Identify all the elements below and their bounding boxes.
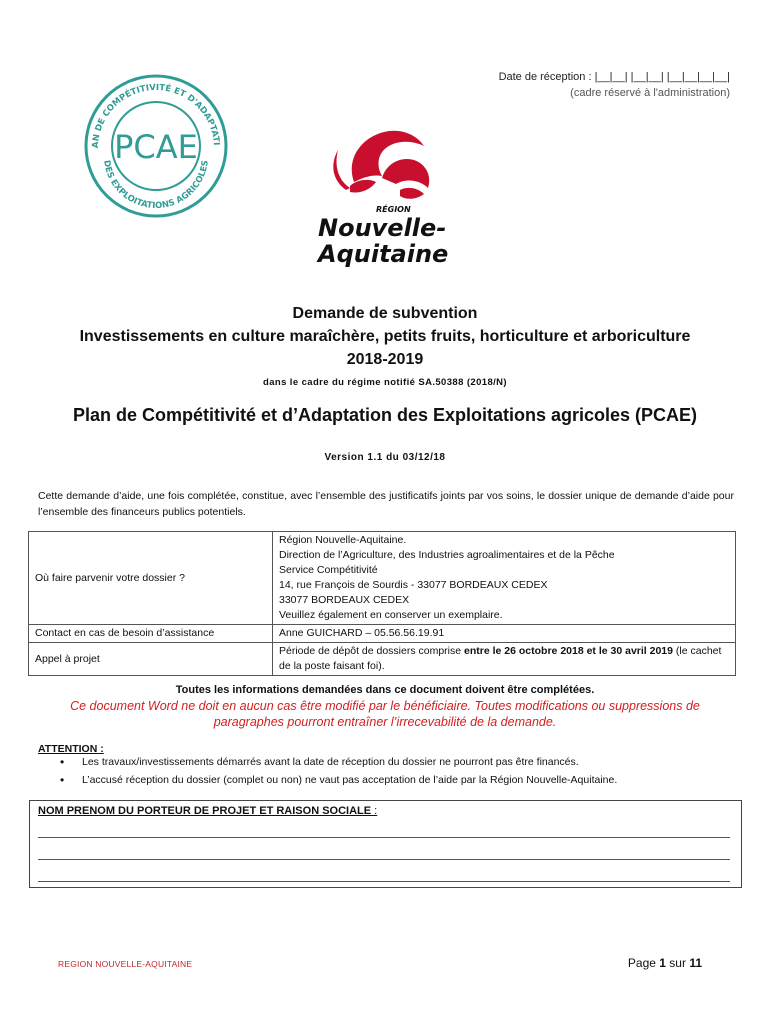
applicant-name-box[interactable] xyxy=(29,800,742,888)
list-item: • L’accusé réception du dossier (complet ou non) ne vaut pas acceptation de l’aide par la Région Nouvelle-Aquitaine. xyxy=(56,771,736,789)
fill-line[interactable] xyxy=(38,881,730,882)
table-row xyxy=(29,532,736,625)
send-dossier-address xyxy=(273,532,736,625)
title-line2: Investissements en culture maraîchère, petits fruits, horticulture et arboriculture xyxy=(79,328,691,345)
fill-line[interactable] xyxy=(38,859,730,860)
title-plan: Plan de Compétitivité et d’Adaptation des Exploitations agricoles (PCAE) xyxy=(72,405,698,425)
applicant-name-label xyxy=(38,805,377,817)
stamp-ring-top: AN DE COMPÉTITIVITÉ ET D'ADAPTATI xyxy=(90,82,221,149)
title-year: 2018-2019 xyxy=(346,351,424,368)
modification-warning: Ce document Word ne doit en aucun cas être modifié par le bénéficiaire. Toutes modifications ou suppressions de paragraphes pourront entraîner l’irrecevabilité de la demande. xyxy=(70,699,700,729)
logo-line2: Aquitaine xyxy=(318,240,449,268)
address-line: 33077 BORDEAUX CEDEX xyxy=(279,594,410,606)
page-sur: sur xyxy=(665,956,690,970)
call-for-projects-label: Appel à projet xyxy=(29,643,273,676)
submission-period xyxy=(273,643,736,676)
address-line: Direction de l’Agriculture, des Industries agroalimentaires et de la Pêche xyxy=(279,549,615,561)
period-text-pre: Période de dépôt de dossiers comprise xyxy=(279,645,465,657)
table-row xyxy=(29,625,736,643)
lion-icon xyxy=(333,131,429,199)
document-version: Version 1.1 du 03/12/18 xyxy=(324,452,446,463)
stamp-ring-bottom: DES EXPLOITATIONS AGRICOLES xyxy=(101,159,211,212)
reception-date-field xyxy=(499,69,730,101)
applicant-name-colon: : xyxy=(371,805,378,817)
address-line: Veuillez également en conserver un exemplaire. xyxy=(279,609,503,621)
contact-value: Anne GUICHARD – 05.56.56.19.91 xyxy=(273,625,736,643)
list-item: • Les travaux/investissements démarrés avant la date de réception du dossier ne pourront pas être financés. xyxy=(56,753,736,771)
intro-paragraph: Cette demande d’aide, une fois complétée, constitue, avec l’ensemble des justificatifs joints par vos soins, le dossier unique de demande d’aide pour l’ensemble des financeurs publics potentiels. xyxy=(38,490,734,518)
title-line1: Demande de subvention xyxy=(292,305,478,322)
completion-notice: Toutes les informations demandées dans ce document doivent être complétées. xyxy=(175,684,595,696)
period-dates: entre le 26 octobre 2018 et le 30 avril 2019 xyxy=(464,645,673,657)
page-number xyxy=(628,956,702,970)
attention-label: ATTENTION xyxy=(38,743,98,755)
logo-region-small: RÉGION xyxy=(376,205,411,214)
applicant-name-label-text: NOM PRENOM DU PORTEUR DE PROJET ET RAISON SOCIALE xyxy=(38,805,372,817)
fill-line[interactable] xyxy=(38,837,730,838)
attention-list xyxy=(56,753,736,789)
page-word: Page xyxy=(627,956,660,970)
reception-admin-note: (cadre réservé à l'administration) xyxy=(570,87,730,99)
stamp-center-text: PCAE xyxy=(114,128,198,166)
page-current: 1 xyxy=(659,956,666,970)
send-dossier-label: Où faire parvenir votre dossier ? xyxy=(29,532,273,625)
pcae-stamp-logo xyxy=(78,70,234,220)
period-text-post: (le cachet de la poste faisant foi). xyxy=(279,645,722,672)
page-total: 11 xyxy=(689,956,702,970)
address-line: Service Compétitivité xyxy=(279,564,378,576)
footer-region: REGION NOUVELLE-AQUITAINE xyxy=(58,959,193,969)
address-line: 14, rue François de Sourdis - 33077 BORDEAUX CEDEX xyxy=(279,579,548,591)
contact-label: Contact en cas de besoin d’assistance xyxy=(29,625,273,643)
info-table xyxy=(28,531,736,676)
table-row xyxy=(29,643,736,676)
logo-line1: Nouvelle- xyxy=(318,214,447,242)
attention-colon: : xyxy=(97,743,104,755)
title-regime: dans le cadre du régime notifié SA.50388 (2018/N) xyxy=(263,377,507,388)
reception-date-line: Date de réception : |__|__| |__|__| |__|__|__|__| xyxy=(498,71,730,83)
region-nouvelle-aquitaine-logo xyxy=(316,120,456,280)
address-line: Région Nouvelle-Aquitaine. xyxy=(279,534,407,546)
